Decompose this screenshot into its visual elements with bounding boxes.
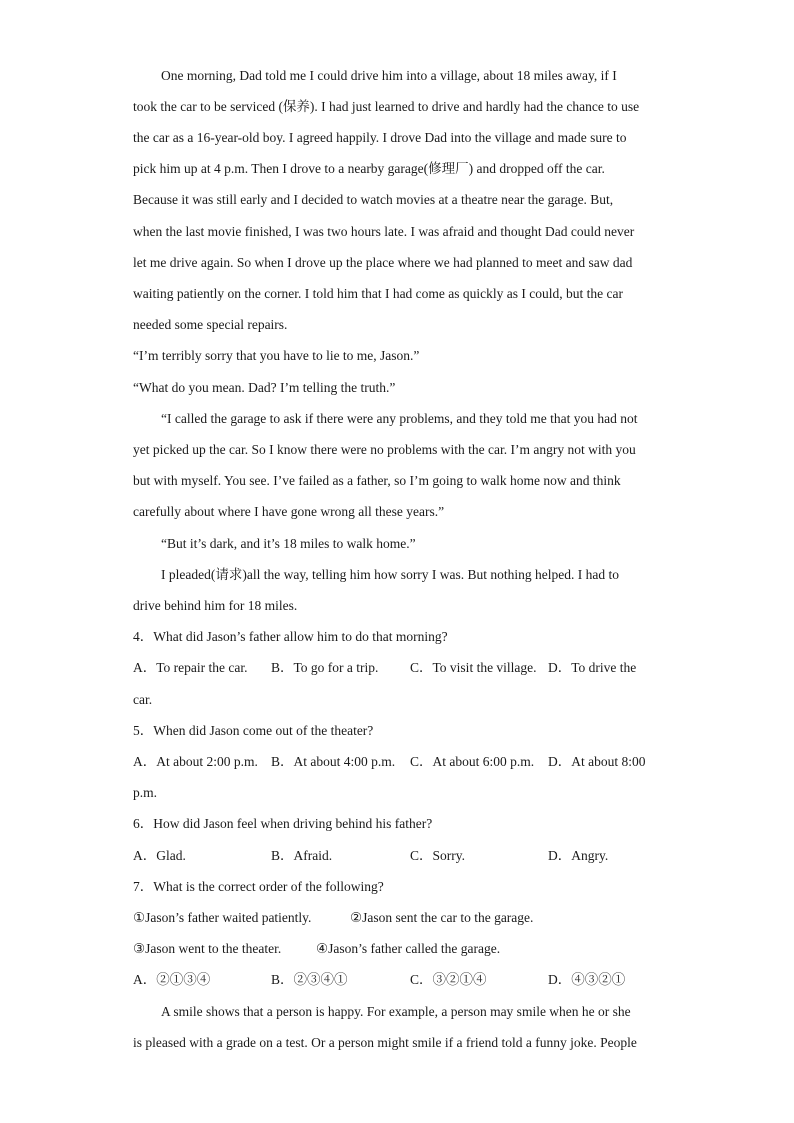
option-c[interactable]: C．To visit the village.	[410, 660, 537, 675]
option-b[interactable]: B．At about 4:00 p.m.	[271, 754, 396, 769]
passage-line: I pleaded(请求)all the way, telling him how sorry I was. But nothing helped. I had to	[161, 567, 620, 582]
option-d[interactable]: D．Angry.	[548, 848, 609, 863]
passage-line: is pleased with a grade on a test. Or a person might smile if a friend told a funny joke. People	[133, 1035, 637, 1050]
option-c[interactable]: C．Sorry.	[410, 848, 466, 863]
option-a[interactable]: A．Glad.	[133, 848, 186, 863]
option-d[interactable]: D．④③②①	[548, 972, 626, 987]
option-a[interactable]: A．②①③④	[133, 972, 211, 987]
passage-line: when the last movie finished, I was two hours late. I was afraid and thought Dad could never	[133, 224, 635, 239]
passage-line: waiting patiently on the corner. I told him that I had come as quickly as I could, but the car	[133, 286, 623, 301]
option-a[interactable]: A．To repair the car.	[133, 660, 248, 675]
order-item: ④Jason’s father called the garage.	[316, 941, 501, 956]
question-stem: 5．When did Jason come out of the theater?	[133, 723, 374, 738]
option-c[interactable]: C．③②①④	[410, 972, 487, 987]
question-stem: 7．What is the correct order of the following?	[133, 879, 384, 894]
option-wrap: car.	[133, 692, 153, 707]
option-b[interactable]: B．Afraid.	[271, 848, 333, 863]
passage-line: “I’m terribly sorry that you have to lie to me, Jason.”	[133, 348, 420, 363]
passage-line: let me drive again. So when I drove up the place where we had planned to meet and saw dad	[133, 255, 633, 270]
option-b[interactable]: B．②③④①	[271, 972, 348, 987]
passage-line: yet picked up the car. So I know there were no problems with the car. I’m angry not with you	[133, 442, 636, 457]
order-item: ①Jason’s father waited patiently.	[133, 910, 312, 925]
question-stem: 6．How did Jason feel when driving behind his father?	[133, 816, 433, 831]
passage-line: but with myself. You see. I’ve failed as a father, so I’m going to walk home now and think	[133, 473, 621, 488]
passage-line: “I called the garage to ask if there were any problems, and they told me that you had not	[161, 411, 638, 426]
passage-line: Because it was still early and I decided to watch movies at a theatre near the garage. But,	[133, 192, 614, 207]
order-item: ③Jason went to the theater.	[133, 941, 282, 956]
option-d[interactable]: D．At about 8:00	[548, 754, 646, 769]
option-wrap: p.m.	[133, 785, 158, 800]
passage-line: pick him up at 4 p.m. Then I drove to a nearby garage(修理厂) and dropped off the car.	[133, 161, 605, 176]
passage-line: took the car to be serviced (保养). I had just learned to drive and hardly had the chance to use	[133, 99, 640, 114]
option-a[interactable]: A．At about 2:00 p.m.	[133, 754, 258, 769]
question-stem: 4．What did Jason’s father allow him to do that morning?	[133, 629, 448, 644]
passage-line: One morning, Dad told me I could drive him into a village, about 18 miles away, if I	[161, 68, 617, 83]
passage-line: carefully about where I have gone wrong all these years.”	[133, 504, 445, 519]
option-c[interactable]: C．At about 6:00 p.m.	[410, 754, 535, 769]
passage-line: A smile shows that a person is happy. For example, a person may smile when he or she	[161, 1004, 631, 1019]
passage-line: “But it’s dark, and it’s 18 miles to walk home.”	[161, 536, 416, 551]
option-b[interactable]: B．To go for a trip.	[271, 660, 379, 675]
passage-line: the car as a 16-year-old boy. I agreed happily. I drove Dad into the village and made sure to	[133, 130, 627, 145]
passage-line: drive behind him for 18 miles.	[133, 598, 298, 613]
option-d[interactable]: D．To drive the	[548, 660, 637, 675]
passage-line: “What do you mean. Dad? I’m telling the truth.”	[133, 380, 396, 395]
order-item: ②Jason sent the car to the garage.	[350, 910, 534, 925]
passage-line: needed some special repairs.	[133, 317, 288, 332]
